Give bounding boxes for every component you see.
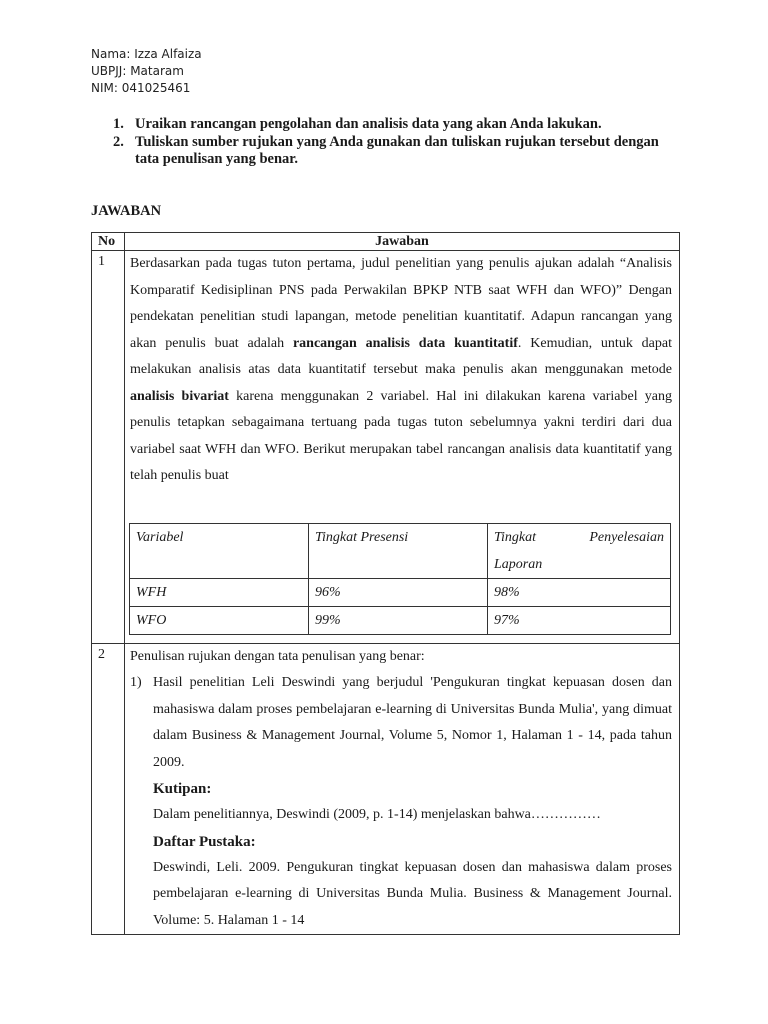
cell-presensi: 96% (309, 578, 488, 606)
header-no: No (92, 233, 125, 251)
cell-variabel: WFO (130, 606, 309, 634)
question-item (113, 134, 673, 169)
reference-text: Hasil penelitian Leli Deswindi yang berjudul 'Pengukuran tingkat kepuasan dosen dan mahasiswa dalam proses pembelajaran e-learning di Universitas Bunda Mulia', yang dimuat dalam Business & Management Journal, Volume 5, Nomor 1, Halaman 1 - 14, pada tahun 2009. (153, 675, 672, 770)
answer-table (91, 232, 680, 935)
inner-header-presensi: Tingkat Presensi (309, 523, 488, 578)
answer-cell (125, 644, 680, 935)
answer-heading: JAWABAN (91, 203, 162, 219)
cell-variabel: WFH (130, 578, 309, 606)
question-list (113, 116, 673, 169)
paragraph-text: Berdasarkan pada tugas tuton pertama, judul penelitian yang penulis ajukan adalah “Analisis Komparatif Kedisiplinan PNS pada Perwakilan BPKP NTB saat WFH dan WFO)” Dengan pendekatan penelitian studi lapangan, metode penelitian kuantitatif. Adapun rancangan yang akan penulis buat adalah (130, 256, 672, 351)
inner-row (130, 606, 671, 634)
analysis-design-table (129, 523, 671, 635)
kutipan-text: Dalam penelitiannya, Deswindi (2009, p. 1-14) menjelaskan bahwa…………… (153, 807, 601, 822)
answer-row (92, 251, 680, 644)
inner-header-row (130, 523, 671, 578)
inner-header-penyelesaian (488, 523, 671, 578)
header-word: Tingkat (494, 529, 537, 545)
row-number: 1 (92, 251, 125, 644)
header-word: Laporan (494, 556, 543, 572)
student-ubpjj: UBPJJ: Mataram (91, 64, 184, 78)
cell-penyelesaian: 98% (488, 578, 671, 606)
question-text: Uraikan rancangan pengolahan dan analisis data yang akan Anda lakukan. (135, 116, 602, 132)
pustaka-label: Daftar Pustaka: (153, 833, 256, 850)
kutipan-label: Kutipan: (153, 781, 212, 797)
header-jawaban: Jawaban (125, 233, 680, 251)
question-number: 2. (113, 133, 124, 150)
question-text: Tuliskan sumber rujukan yang Anda gunakan dan tuliskan rujukan tersebut dengan tata penulisan yang benar. (135, 133, 659, 167)
student-name: Nama: Izza Alfaiza (91, 47, 202, 61)
student-info (91, 46, 202, 97)
inner-header-variabel: Variabel (130, 523, 309, 578)
bold-phrase: rancangan analisis data kuantitatif (292, 335, 518, 351)
reference-intro: Penulisan rujukan dengan tata penulisan yang benar: (130, 649, 425, 664)
question-number: 1. (113, 116, 124, 132)
inner-row (130, 578, 671, 606)
answer-table-header (92, 233, 680, 251)
student-nim: NIM: 041025461 (91, 81, 191, 95)
paragraph-text: karena menggunakan 2 variabel. Hal ini dilakukan karena variabel yang penulis tetapkan sebagaimana tertuang pada tugas tuton sebelumnya yakni terdiri dari dua variabel saat WFH dan WFO. Berikut merupakan tabel rancangan analisis data kuantitatif yang telah penulis buat (130, 388, 673, 483)
answer-cell (125, 251, 680, 644)
answer-paragraph (130, 251, 672, 490)
paragraph-text: . Kemudian, untuk dapat melakukan analisis atas data kuantitatif tersebut maka penulis akan menggunakan metode (130, 335, 672, 377)
bold-phrase: analisis bivariat (130, 388, 229, 404)
reference-item (130, 670, 672, 934)
cell-penyelesaian: 97% (488, 606, 671, 634)
row-number: 2 (92, 644, 125, 935)
header-word: Penyelesaian (589, 529, 664, 545)
reference-number: 1) (130, 675, 142, 690)
answer-row (92, 644, 680, 935)
question-item (113, 116, 673, 134)
cell-presensi: 99% (309, 606, 488, 634)
pustaka-text: Deswindi, Leli. 2009. Pengukuran tingkat kepuasan dosen dan mahasiswa dalam proses pembelajaran e-learning di Universitas Bunda Mulia. Business & Management Journal. Volume: 5. Halaman 1 - 14 (153, 859, 672, 928)
